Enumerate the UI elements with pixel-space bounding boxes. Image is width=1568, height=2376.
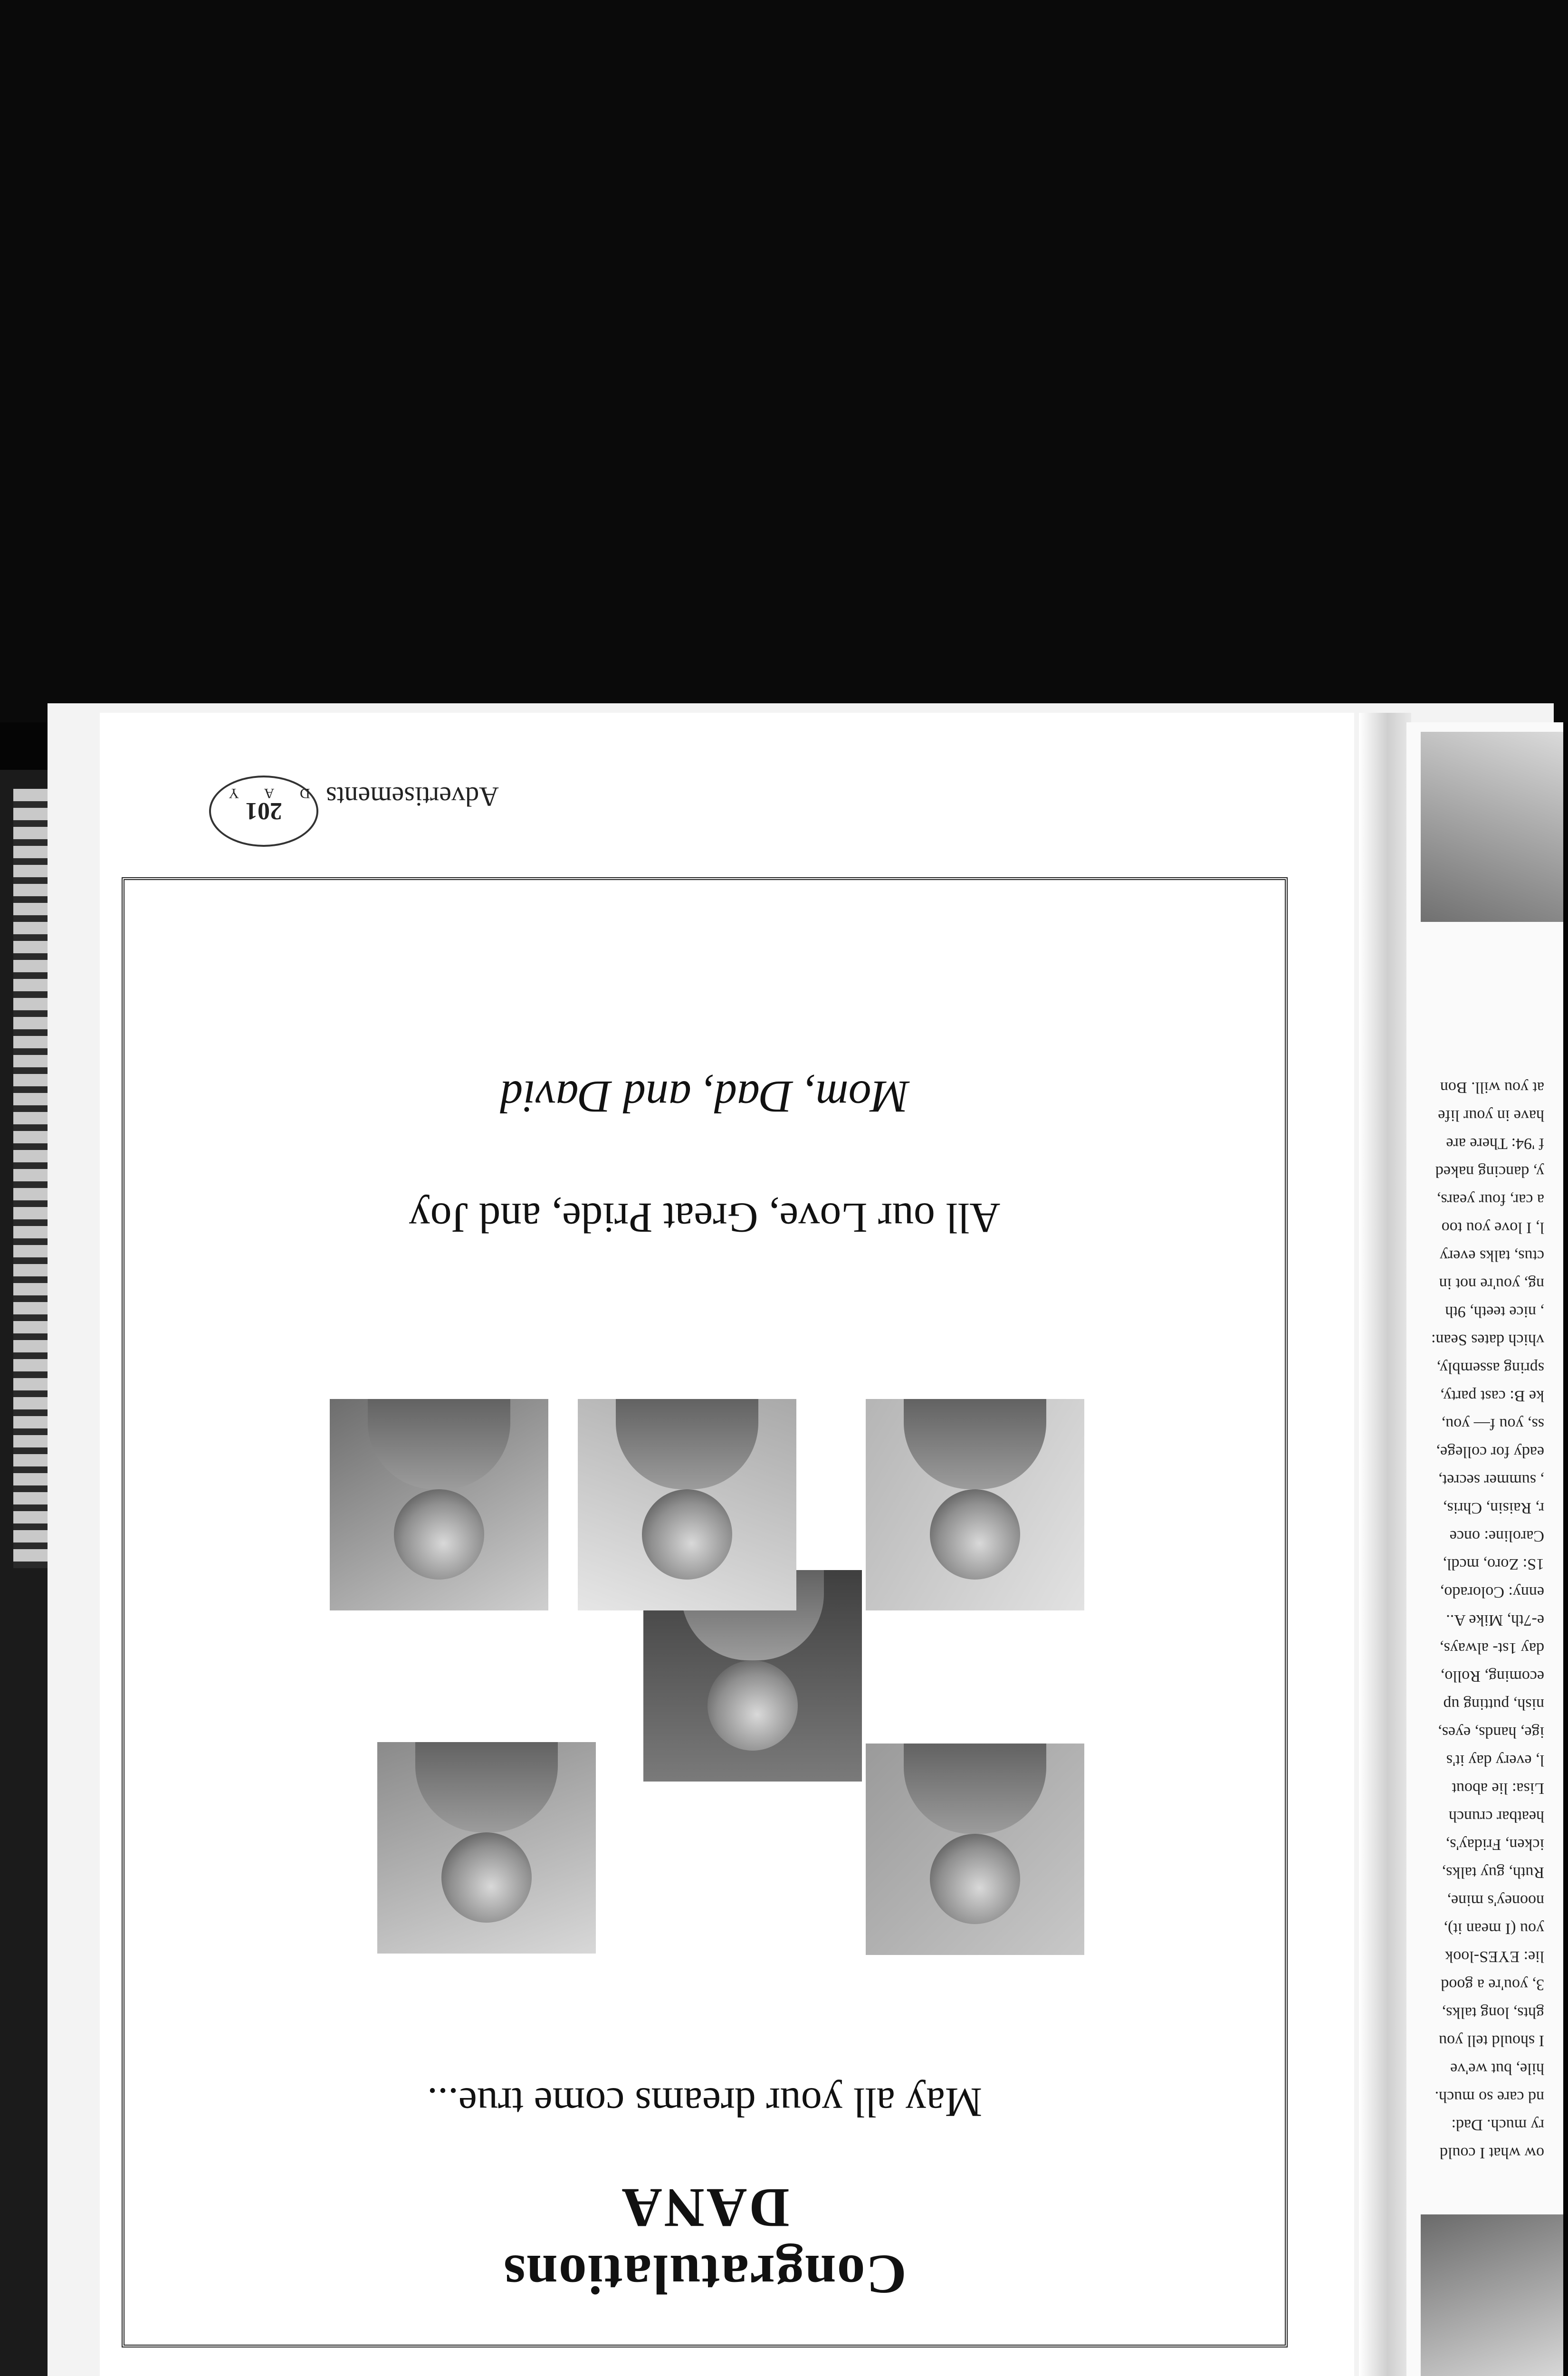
adjacent-line: ke B: cast party, bbox=[1440, 1387, 1544, 1405]
wish-text: May all your dreams come true... bbox=[427, 2079, 983, 2125]
adjacent-line: ghts, long talks, bbox=[1442, 2004, 1544, 2022]
page-badge bbox=[209, 776, 318, 847]
adjacent-line: a car, four years, bbox=[1436, 1191, 1544, 1208]
adjacent-line: , summer secret, bbox=[1438, 1471, 1544, 1489]
scanner-background bbox=[0, 0, 1568, 722]
adjacent-line: you (I mean it), bbox=[1444, 1920, 1544, 1937]
adjacent-line: 3, you're a good bbox=[1441, 1976, 1544, 1993]
adjacent-line: l, I love you too bbox=[1441, 1219, 1544, 1236]
adjacent-page bbox=[1406, 722, 1563, 2376]
adjacent-line: at you will. Bon bbox=[1440, 1079, 1544, 1096]
adjacent-line: Lisa: lie about bbox=[1452, 1780, 1544, 1797]
adjacent-line: lie: EYES-look bbox=[1445, 1948, 1544, 1965]
adjacent-line: hile, but we've bbox=[1450, 2060, 1544, 2078]
photo-child-outdoors bbox=[578, 1399, 796, 1610]
adjacent-line: l, every day it's bbox=[1446, 1752, 1544, 1769]
adjacent-line: ctus, talks every bbox=[1440, 1247, 1544, 1265]
adjacent-line: nd care so much. bbox=[1434, 2088, 1544, 2106]
badge-letters: D A Y bbox=[217, 786, 310, 801]
ad-border bbox=[122, 877, 1288, 2347]
adjacent-line: , nice teeth, 9th bbox=[1445, 1303, 1544, 1321]
adjacent-line: eady for college, bbox=[1436, 1443, 1544, 1461]
adjacent-line: day 1st- always, bbox=[1439, 1639, 1544, 1657]
adjacent-photo-top bbox=[1421, 2214, 1563, 2376]
photo-smiling-portrait bbox=[330, 1399, 548, 1610]
signature: Mom, Dad, and David bbox=[500, 1072, 909, 1122]
love-line: All our Love, Great Pride, and Joy bbox=[409, 1194, 1001, 1241]
headline: Congratulations bbox=[503, 2243, 907, 2306]
adjacent-line: I should tell you bbox=[1439, 2032, 1544, 2050]
adjacent-line: r, Raisin, Chris, bbox=[1443, 1499, 1544, 1517]
honoree-name: DANA bbox=[620, 2177, 790, 2239]
section-label: Advertisements bbox=[325, 781, 499, 812]
adjacent-line: ss, you f— you, bbox=[1441, 1415, 1544, 1433]
advertisement-page bbox=[100, 713, 1354, 2376]
adjacent-line: spring assembly, bbox=[1436, 1359, 1544, 1377]
photo-straw-hat bbox=[866, 1744, 1084, 1955]
adjacent-line: ng, you're not in bbox=[1439, 1275, 1544, 1293]
adjacent-line: ry much. Dad: bbox=[1451, 2116, 1544, 2134]
adjacent-line: nooney's mine, bbox=[1447, 1892, 1544, 1909]
adjacent-line: e-7th, Mike A.. bbox=[1446, 1611, 1544, 1629]
adjacent-line: enny: Colorado, bbox=[1440, 1583, 1544, 1601]
adjacent-line: Ruth, guy talks, bbox=[1442, 1864, 1544, 1881]
adjacent-line: have in your life bbox=[1438, 1107, 1544, 1124]
adjacent-line: ecoming, Rollo, bbox=[1440, 1667, 1544, 1685]
adjacent-line: 1S: Zoro, mcdl, bbox=[1443, 1555, 1544, 1573]
adjacent-photo-bottom bbox=[1421, 732, 1563, 922]
adjacent-line: vhich dates Sean: bbox=[1431, 1331, 1544, 1349]
adjacent-line: heatbar crunch bbox=[1448, 1808, 1544, 1825]
adjacent-line: f '94: There are bbox=[1446, 1135, 1544, 1152]
gutter-shadow bbox=[1359, 713, 1411, 2376]
adjacent-line: icken, Friday's, bbox=[1445, 1836, 1544, 1853]
adjacent-line: nish, putting up bbox=[1443, 1696, 1544, 1713]
adjacent-line: ow what I could bbox=[1439, 2144, 1544, 2162]
photo-seated-chair bbox=[866, 1399, 1084, 1610]
adjacent-line: Caroline: once bbox=[1449, 1527, 1544, 1545]
photo-toddler-dress bbox=[377, 1742, 596, 1954]
adjacent-text bbox=[1406, 960, 1544, 2167]
adjacent-line: ige, hands, eyes, bbox=[1438, 1724, 1544, 1741]
adjacent-line: y, dancing naked bbox=[1435, 1163, 1544, 1180]
page-number: 201 bbox=[245, 797, 282, 824]
